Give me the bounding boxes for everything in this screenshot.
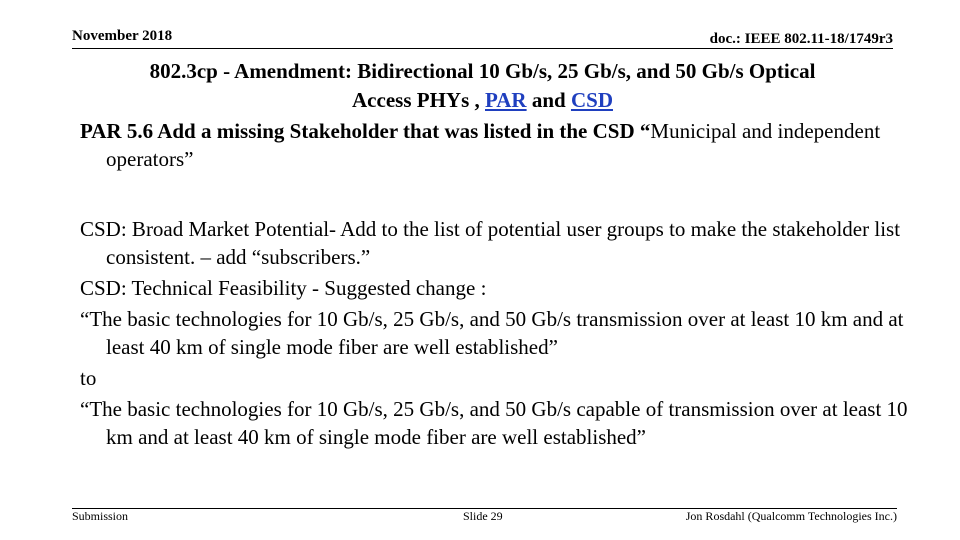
csd-link[interactable]: CSD <box>570 88 613 112</box>
title-line-1: 802.3cp - Amendment: Bidirectional 10 Gb/s, 25 Gb/s, and 50 Gb/s Optical <box>149 59 816 83</box>
body-paragraph-to: to <box>80 366 97 390</box>
par-comment <box>80 117 936 173</box>
header-date: November 2018 <box>72 28 173 44</box>
header-divider <box>72 48 893 49</box>
par-comment-text: Municipal and independent operators” <box>106 119 881 171</box>
body-paragraph-tech-feasibility: CSD: Technical Feasibility - Suggested change : <box>80 276 487 300</box>
footer-slide-number: Slide 29 <box>463 509 503 523</box>
par-link[interactable]: PAR <box>485 88 527 112</box>
par-comment-bold: PAR 5.6 Add a missing Stakeholder that was listed in the CSD “ <box>80 119 651 143</box>
footer-submission: Submission <box>72 509 129 523</box>
title-line-2 <box>72 86 893 115</box>
title-line-2-text: Access PHYs , <box>352 88 485 112</box>
body-paragraph-new-text: “The basic technologies for 10 Gb/s, 25 Gb/s, and 50 Gb/s capable of transmission over at least 10 km and at least 40 km of single mode fiber are well established” <box>80 397 908 449</box>
slide-body <box>80 215 910 454</box>
title-and-text: and <box>526 88 571 112</box>
footer-author: Jon Rosdahl (Qualcomm Technologies Inc.) <box>685 509 897 523</box>
body-paragraph-original-text: “The basic technologies for 10 Gb/s, 25 Gb/s, and 50 Gb/s transmission over at least 10 km and at least 40 km of single mode fiber are well established” <box>80 307 904 359</box>
slide-title <box>72 57 893 115</box>
body-paragraph-broad-market: CSD: Broad Market Potential- Add to the list of potential user groups to make the stakeholder list consistent. – add “subscribers.” <box>80 217 901 269</box>
header-doc-id: doc.: IEEE 802.11-18/1749r3 <box>709 31 893 47</box>
